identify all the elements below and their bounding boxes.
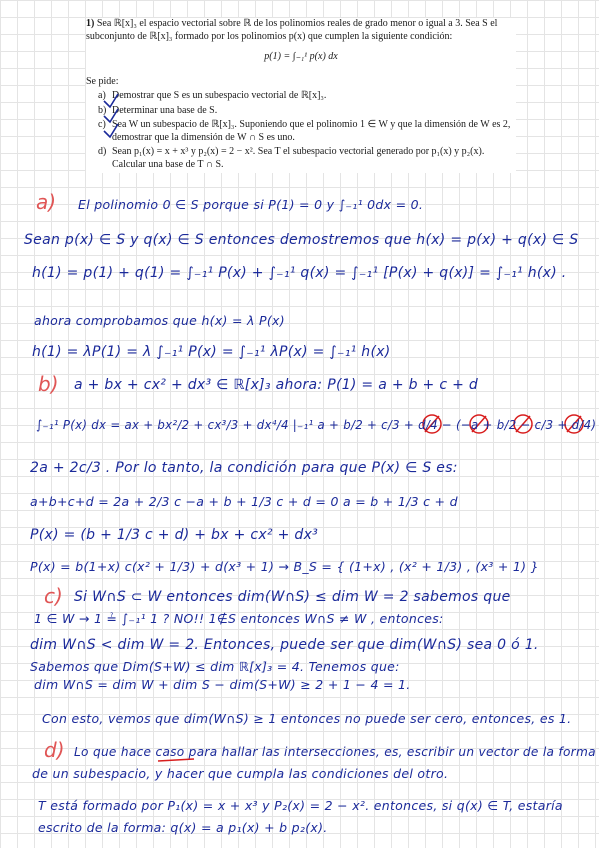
line-a-5: h(1) = λP(1) = λ ∫₋₁¹ P(x) = ∫₋₁¹ λP(x) = ∫₋₁¹ h(x) [32,344,391,360]
question-number: 1) [86,18,95,29]
line-d-1: Lo que hace caso para hallar las intersecciones, es, escribir un vector de la forma [74,744,596,759]
underline-caso [158,759,194,761]
line-b-2: ∫₋₁¹ P(x) dx = ax + bx²/2 + cx³/3 + dx⁴/4 |₋₁¹ a + b/2 + c/3 + d/4 − (−a + b/2 − c/3 + d/4) [36,417,597,432]
line-a-2: Sean p(x) ∈ S y q(x) ∈ S entonces demostremos que h(x) = p(x) + q(x) ∈ S [24,232,579,248]
part-c: c) Sea W un subespacio de ℝ[x]₃. Suponiendo que el polinomio 1 ∈ W y que la dimensión de W es 2, demostrar que la dimensión de W ∩ S es uno. [98,119,511,143]
checkmark-b [104,109,118,122]
line-d-3: T está formado por P₁(x) = x + x³ y P₂(x) = 2 − x². entonces, si q(x) ∈ T, estaría [38,798,563,813]
se-pide-label: Se pide: [86,75,119,87]
line-c-1: Si W∩S ⊂ W entonces dim(W∩S) ≤ dim W = 2 sabemos que [74,589,511,605]
line-b-5: P(x) = (b + 1/3 c + d) + bx + cx² + dx³ [30,527,319,543]
line-c-3: dim W∩S < dim W = 2. Entonces, puede ser que dim(W∩S) sea 0 ó 1. [30,637,539,653]
part-b: b) Determinar una base de S. [98,104,218,116]
intro-text: Sea ℝ[x]₃ el espacio vectorial sobre ℝ de los polinomios reales de grado menor o igual a 3. Sea S el subconjunto de ℝ[x]₃ formado por los polinomios p(x) que cumplen la siguiente condición: [86,18,498,42]
line-d-4: escrito de la forma: q(x) = a p₁(x) + b p₂(x). [38,820,328,835]
line-c-2: 1 ∈ W → 1 ≟ ∫₋₁¹ 1 ? NO!! 1∉S entonces W∩S ≠ W , entonces: [34,611,444,626]
line-d-2: de un subespacio, y hacer que cumpla las condiciones del otro. [32,766,449,781]
line-c-6: Con esto, vemos que dim(W∩S) ≥ 1 entonces no puede ser cero, entonces, es 1. [42,711,572,726]
section-a-header: a) [36,190,57,214]
section-d-header: d) [44,738,65,762]
part-d: d) Sean p₁(x) = x + x³ y p₂(x) = 2 − x². Sea T el subespacio vectorial generado por p₁(x) y p₂(x). Calcular una base de T ∩ S. [98,146,485,170]
line-c-5: dim W∩S = dim W + dim S − dim(S+W) ≥ 2 + 1 − 4 = 1. [34,677,411,692]
line-b-4: a+b+c+d = 2a + 2/3 c −a + b + 1/3 c + d = 0 a = b + 1/3 c + d [30,494,458,509]
line-a-3: h(1) = p(1) + q(1) = ∫₋₁¹ P(x) + ∫₋₁¹ q(x) = ∫₋₁¹ [P(x) + q(x)] = ∫₋₁¹ h(x) . [32,265,567,281]
line-a-4: ahora comprobamos que h(x) = λ P(x) [34,313,285,328]
part-a: a) Demostrar que S es un subespacio vectorial de ℝ[x]₃. [98,90,327,101]
section-b-header: b) [38,372,59,396]
line-a-1: El polinomio 0 ∈ S porque si P(1) = 0 y ∫₋₁¹ 0dx = 0. [78,197,424,212]
checkmark-c [104,124,118,137]
section-c-header: c) [44,584,63,608]
line-b-3: 2a + 2c/3 . Por lo tanto, la condición para que P(x) ∈ S es: [30,460,458,476]
line-b-6: P(x) = b(1+x) c(x² + 1/3) + d(x³ + 1) → B_S = { (1+x) , (x² + 1/3) , (x³ + 1) } [30,559,539,574]
checkmark-a [104,94,118,107]
line-c-4: Sabemos que Dim(S+W) ≤ dim ℝ[x]₃ = 4. Tenemos que: [30,659,400,674]
condition-formula: p(1) = ∫₋₁¹ p(x) dx [264,51,338,62]
line-b-1: a + bx + cx² + dx³ ∈ ℝ[x]₃ ahora: P(1) = a + b + c + d [74,377,479,393]
